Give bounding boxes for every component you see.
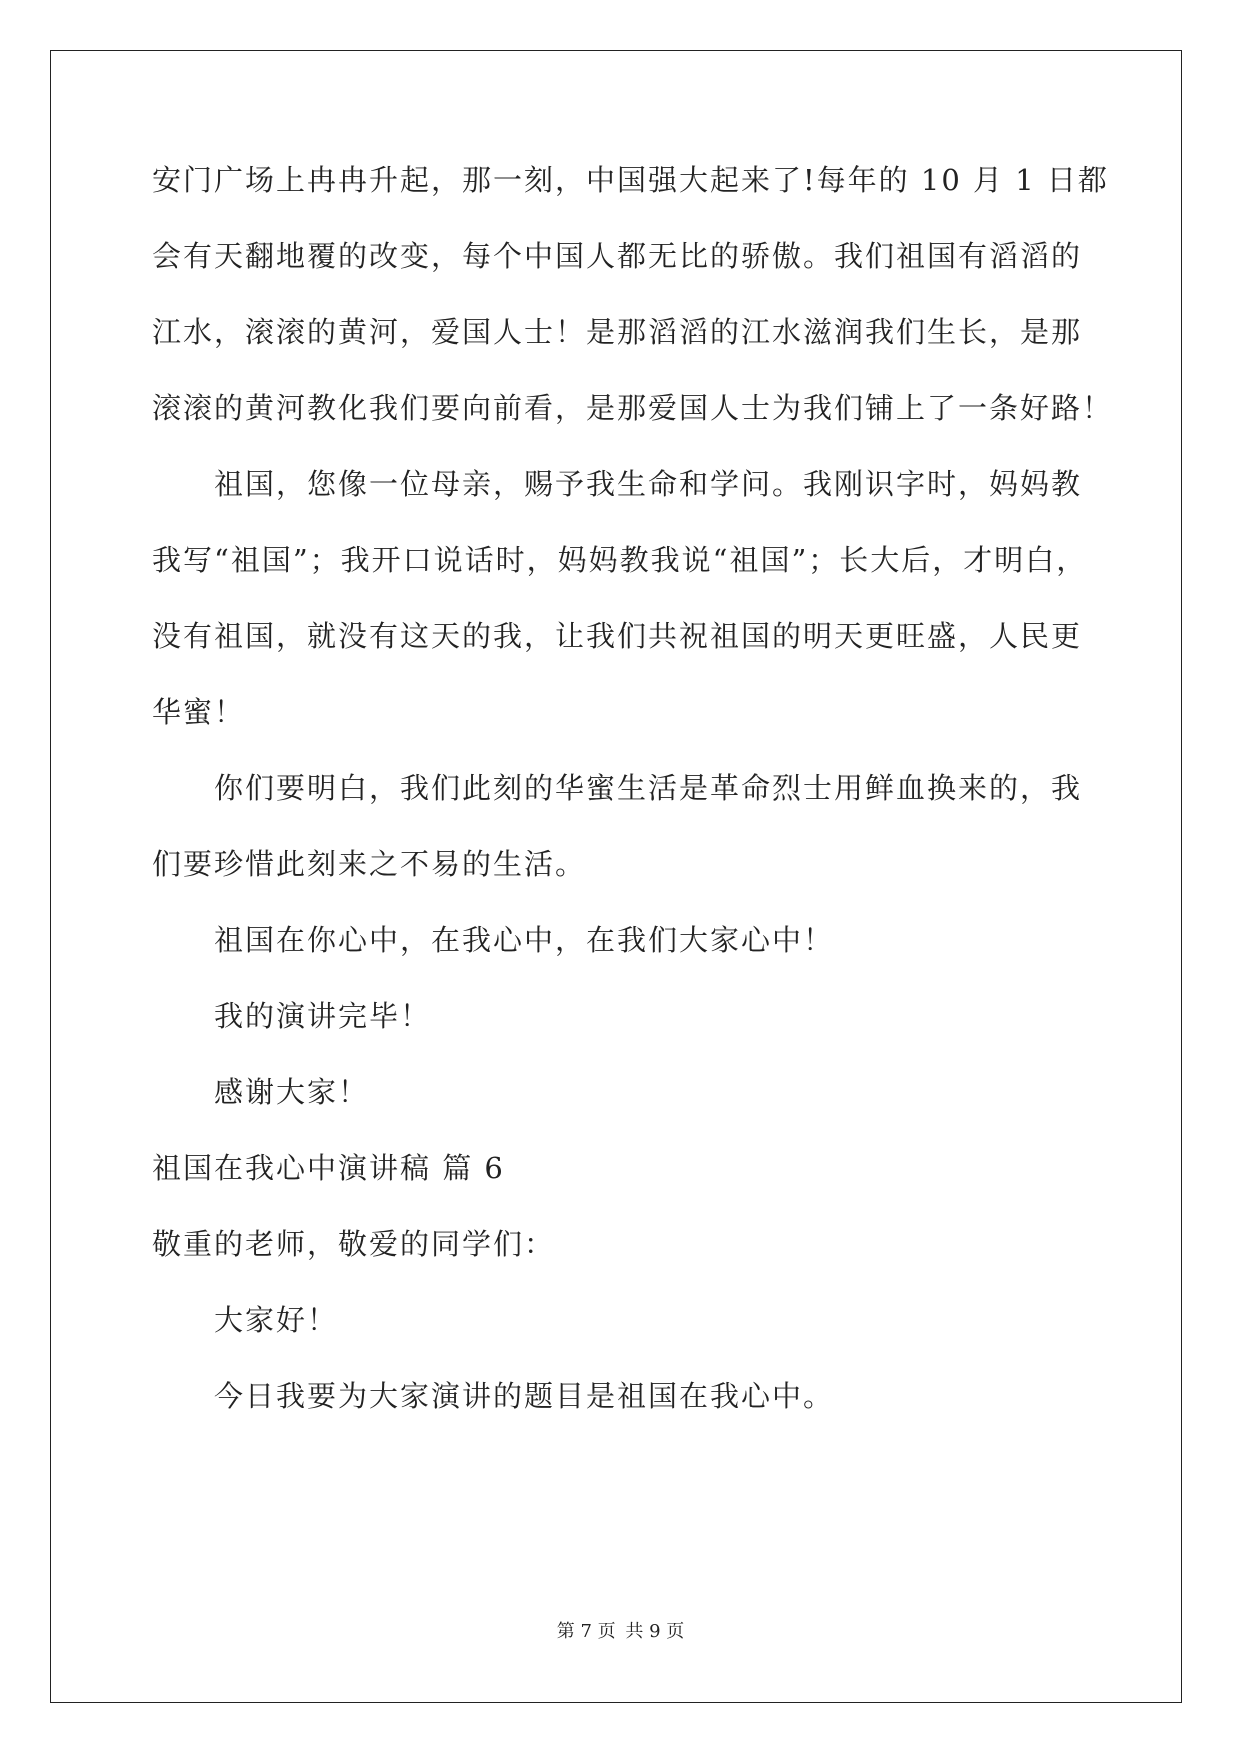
page-total: 共 9 页: [625, 1621, 685, 1642]
text-line: 华蜜！: [152, 695, 246, 729]
text-line: 我写“祖国”；我开口说话时，妈妈教我说“祖国”；长大后，才明白，: [152, 543, 1088, 577]
text-line: 你们要明白，我们此刻的华蜜生活是革命烈士用鲜血换来的，我: [214, 771, 1083, 805]
text-line: 安门广场上冉冉升起，那一刻，中国强大起来了!每年的 10 月 1 日都: [152, 163, 1109, 197]
text-line: 江水，滚滚的黄河，爱国人士！是那滔滔的江水滋润我们生长，是那: [152, 315, 1083, 349]
page-number: 第 7 页: [556, 1621, 616, 1642]
text-line: 没有祖国，就没有这天的我，让我们共祝祖国的明天更旺盛，人民更: [152, 619, 1083, 653]
section-heading: 祖国在我心中演讲稿 篇 6: [152, 1151, 505, 1185]
text-line: 祖国在你心中，在我心中，在我们大家心中！: [214, 923, 835, 957]
text-line: 滚滚的黄河教化我们要向前看，是那爱国人士为我们铺上了一条好路！: [152, 391, 1114, 425]
text-line: 今日我要为大家演讲的题目是祖国在我心中。: [214, 1379, 835, 1413]
page-footer: [0, 1617, 1241, 1643]
text-line: 们要珍惜此刻来之不易的生活。: [152, 847, 587, 881]
text-line: 祖国，您像一位母亲，赐予我生命和学问。我刚识字时，妈妈教: [214, 467, 1083, 501]
text-line: 大家好！: [214, 1303, 339, 1337]
text-line: 敬重的老师，敬爱的同学们：: [152, 1227, 556, 1261]
text-line: 会有天翻地覆的改变，每个中国人都无比的骄傲。我们祖国有滔滔的: [152, 239, 1083, 273]
text-line: 我的演讲完毕！: [214, 999, 432, 1033]
text-line: 感谢大家！: [214, 1075, 370, 1109]
